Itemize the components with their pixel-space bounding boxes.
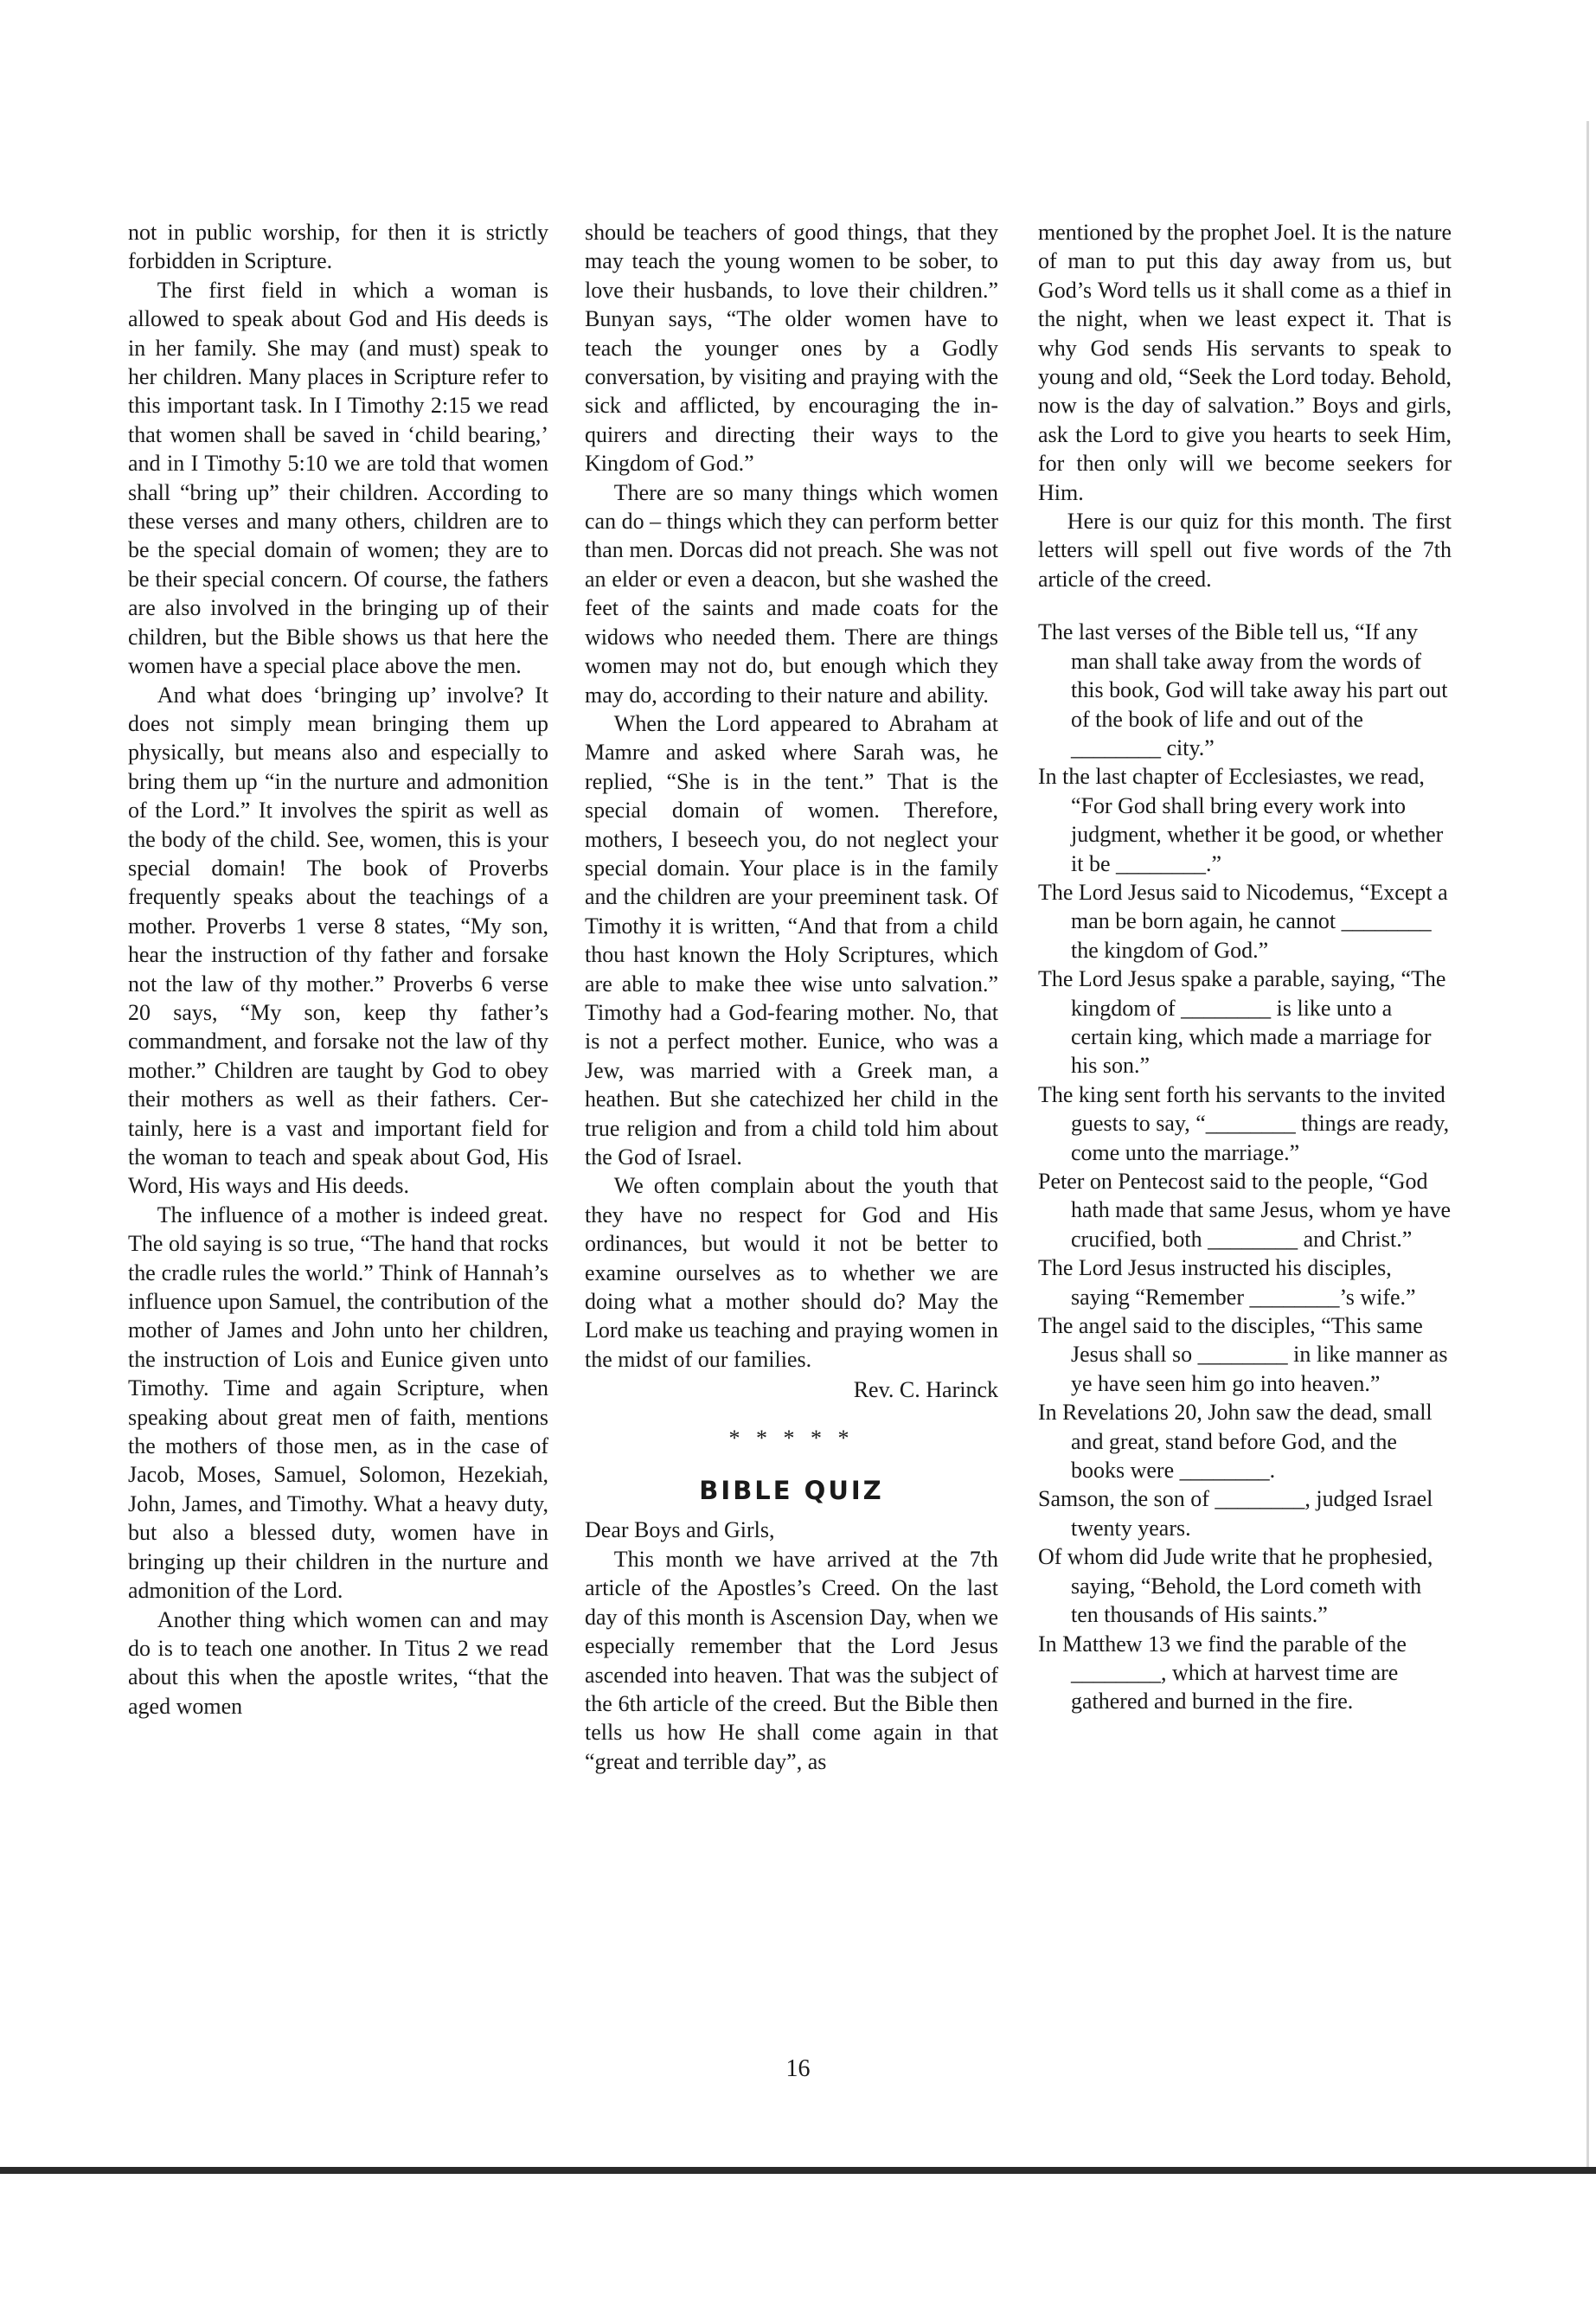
paragraph: Here is our quiz for this month. The first letters will spell out five words of the 7th article of the creed.: [1038, 509, 1452, 592]
quiz-question: Peter on Pentecost said to the people, “God hath made that same Jesus, whom ye have crucified, both ________ and Christ.”: [1038, 1169, 1451, 1252]
paragraph: There are so many things which women can do – things which they can perform better than men. Dorcas did not preach. She was not an elder or even a deacon, but she washed the feet of the saints and made coats for the widows who needed them. There are things women may not do, but enough which they may do, according to their nature and ability.: [585, 479, 998, 708]
paragraph: And what does ‘bringing up’ involve? It does not simply mean bringing them up physically, but means also and especially to bring them up “in the nurture and admonition of the Lord.” It involves the spirit as well as the body of the child. See, women, this is your special domain! The book of Proverbs frequently speaks about the teachings of a mother. Proverbs 1 verse 8 states, “My son, hear the instruction of thy father and forsake not the law of thy mother.” Proverbs 6 verse 20 says, “My son, keep thy father’s commandment, and forsake not the law of thy mother.” Children are taught by God to obey their mothers as well as their fathers. Certainly, here is a vast and important field for the woman to teach and speak about God, His Word, His ways and His deeds.: [128, 682, 548, 1199]
paragraph: We often complain about the youth that they have no respect for God and His ordinances, but would it not be better to examine ourselves as to whether we are doing what a mother should do? May the Lord make us teaching and praying women in the midst of our families.: [585, 1173, 998, 1372]
quiz-list: [1038, 618, 1452, 1715]
column-1: [128, 218, 548, 1721]
quiz-question: The Lord Jesus spake a parable, saying, “The kingdom of ________ is like unto a certain king, which made a marriage for his son.”: [1038, 966, 1446, 1079]
column-2: [585, 218, 998, 1776]
scan-top-margin: [0, 0, 1596, 121]
section-separator: * * * * *: [728, 1425, 855, 1451]
page-number: 16: [785, 2055, 811, 2082]
quiz-question: Samson, the son of ________, judged Israel twenty years.: [1038, 1486, 1433, 1541]
quiz-question: The angel said to the disciples, “This same Jesus shall so ________ in like manner as ye have seen him go into heaven.”: [1038, 1313, 1448, 1396]
quiz-question: The Lord Jesus said to Nicodemus, “Except a man be born again, he cannot ________ the kingdom of God.”: [1038, 879, 1448, 963]
quiz-heading: BIBLE QUIZ: [699, 1476, 884, 1506]
paragraph: not in public worship, for then it is strictly forbidden in Scripture.: [128, 220, 548, 274]
paragraph: The influence of a mother is indeed great. The old saying is so true, “The hand that rocks the cradle rules the world.” Think of Hannah’s influence upon Samuel, the contribution of the mother of James and John unto her children, the instruction of Lois and Eunice given unto Timothy. Time and again Scripture, when speaking about great men of faith, mentions the mothers of those men, as in the case of Jacob, Moses, Samuel, Solomon, Hezekiah, John, James, and Timothy. What a heavy duty, but also a blessed duty, women have in bringing up their children in the nurture and admonition of the Lord.: [128, 1202, 548, 1604]
quiz-question: The king sent forth his servants to the invited guests to say, “________ things are ready, come unto the marriage.”: [1038, 1081, 1450, 1165]
paragraph: should be teachers of good things, that they may teach the young women to be sober, to love their husbands, to love their children.” Bunyan says, “The older women have to teach the younger ones by a Godly conversation, by visiting and praying with the sick and afflicted, by encouraging the inquirers and directing their ways to the Kingdom of God.”: [585, 220, 998, 477]
page-bottom-edge: [0, 2167, 1596, 2174]
paragraph: mentioned by the prophet Joel. It is the nature of man to put this day away from us, but God’s Word tells us it shall come as a thief in the night, when we least expect it. That is why God sends His servants to speak to young and old, “Seek the Lord today. Behold, now is the day of salvation.” Boys and girls, ask the Lord to give you hearts to seek Him, for then only will we become seekers for Him.: [1038, 220, 1452, 505]
page-right-edge: [1586, 121, 1589, 2171]
quiz-question: In Revelations 20, John saw the dead, small and great, stand before God, and the books were ________.: [1038, 1400, 1433, 1484]
paragraph: Another thing which women can and may do is to teach one another. In Titus 2 we read about this when the apostle writes, “that the aged women: [128, 1606, 548, 1719]
quiz-question: The Lord Jesus instructed his disciples, saying “Remember ________’s wife.”: [1038, 1255, 1416, 1310]
paragraph: When the Lord appeared to Abraham at Mamre and asked where Sarah was, he replied, “She is in the tent.” That is the special domain of women. Therefore, mothers, I beseech you, do not neglect your special domain. Your place is in the family and the children are your preeminent task. Of Timothy it is written, “And that from a child thou hast known the Holy Scriptures, which are able to make thee wise unto salvation.” Timothy had a God-fearing mother. No, that is not a perfect mother. Eunice, who was a Jew, was married with a Greek man, a heathen. But she catechized her child in the true religion and from a child told him about the God of Israel.: [585, 710, 998, 1170]
quiz-question: In the last chapter of Ecclesiastes, we read, “For God shall bring every work into judgment, whether it be good, or whether it be ________.”: [1038, 764, 1444, 876]
quiz-salutation: Dear Boys and Girls,: [585, 1517, 775, 1543]
quiz-intro: This month we have arrived at the 7th article of the Apostles’s Creed. On the last day of this month is Ascension Day, when we especially remember that the Lord Jesus ascended into heaven. That was the subject of the 6th article of the creed. But the Bible then tells us how He shall come again in that “great and terrible day”, as: [585, 1546, 998, 1774]
paragraph: The first field in which a woman is allowed to speak about God and His deeds is in her family. She may (and must) speak to her children. Many places in Scripture refer to this important task. In I Timothy 2:15 we read that women shall be saved in ‘child bearing,’ and in I Timothy 5:10 we are told that women shall “bring up” their children. According to these verses and many others, children are to be the special domain of women; they are to be their special concern. Of course, the fathers are also involved in the bringing up of their children, but the Bible shows us that here the women have a special place above the men.: [128, 277, 548, 679]
quiz-question: The last verses of the Bible tell us, “If any man shall take away from the words of this book, God will take away his part out of the book of life and out of the ________ city.”: [1038, 619, 1448, 760]
quiz-question: In Matthew 13 we find the parable of the ________, which at harvest time are gathered and burned in the fire.: [1038, 1631, 1407, 1715]
column-3: [1038, 218, 1452, 1716]
author-signature: Rev. C. Harinck: [853, 1377, 998, 1403]
quiz-question: Of whom did Jude write that he prophesied, saying, “Behold, the Lord cometh with ten thousands of His saints.”: [1038, 1544, 1433, 1628]
